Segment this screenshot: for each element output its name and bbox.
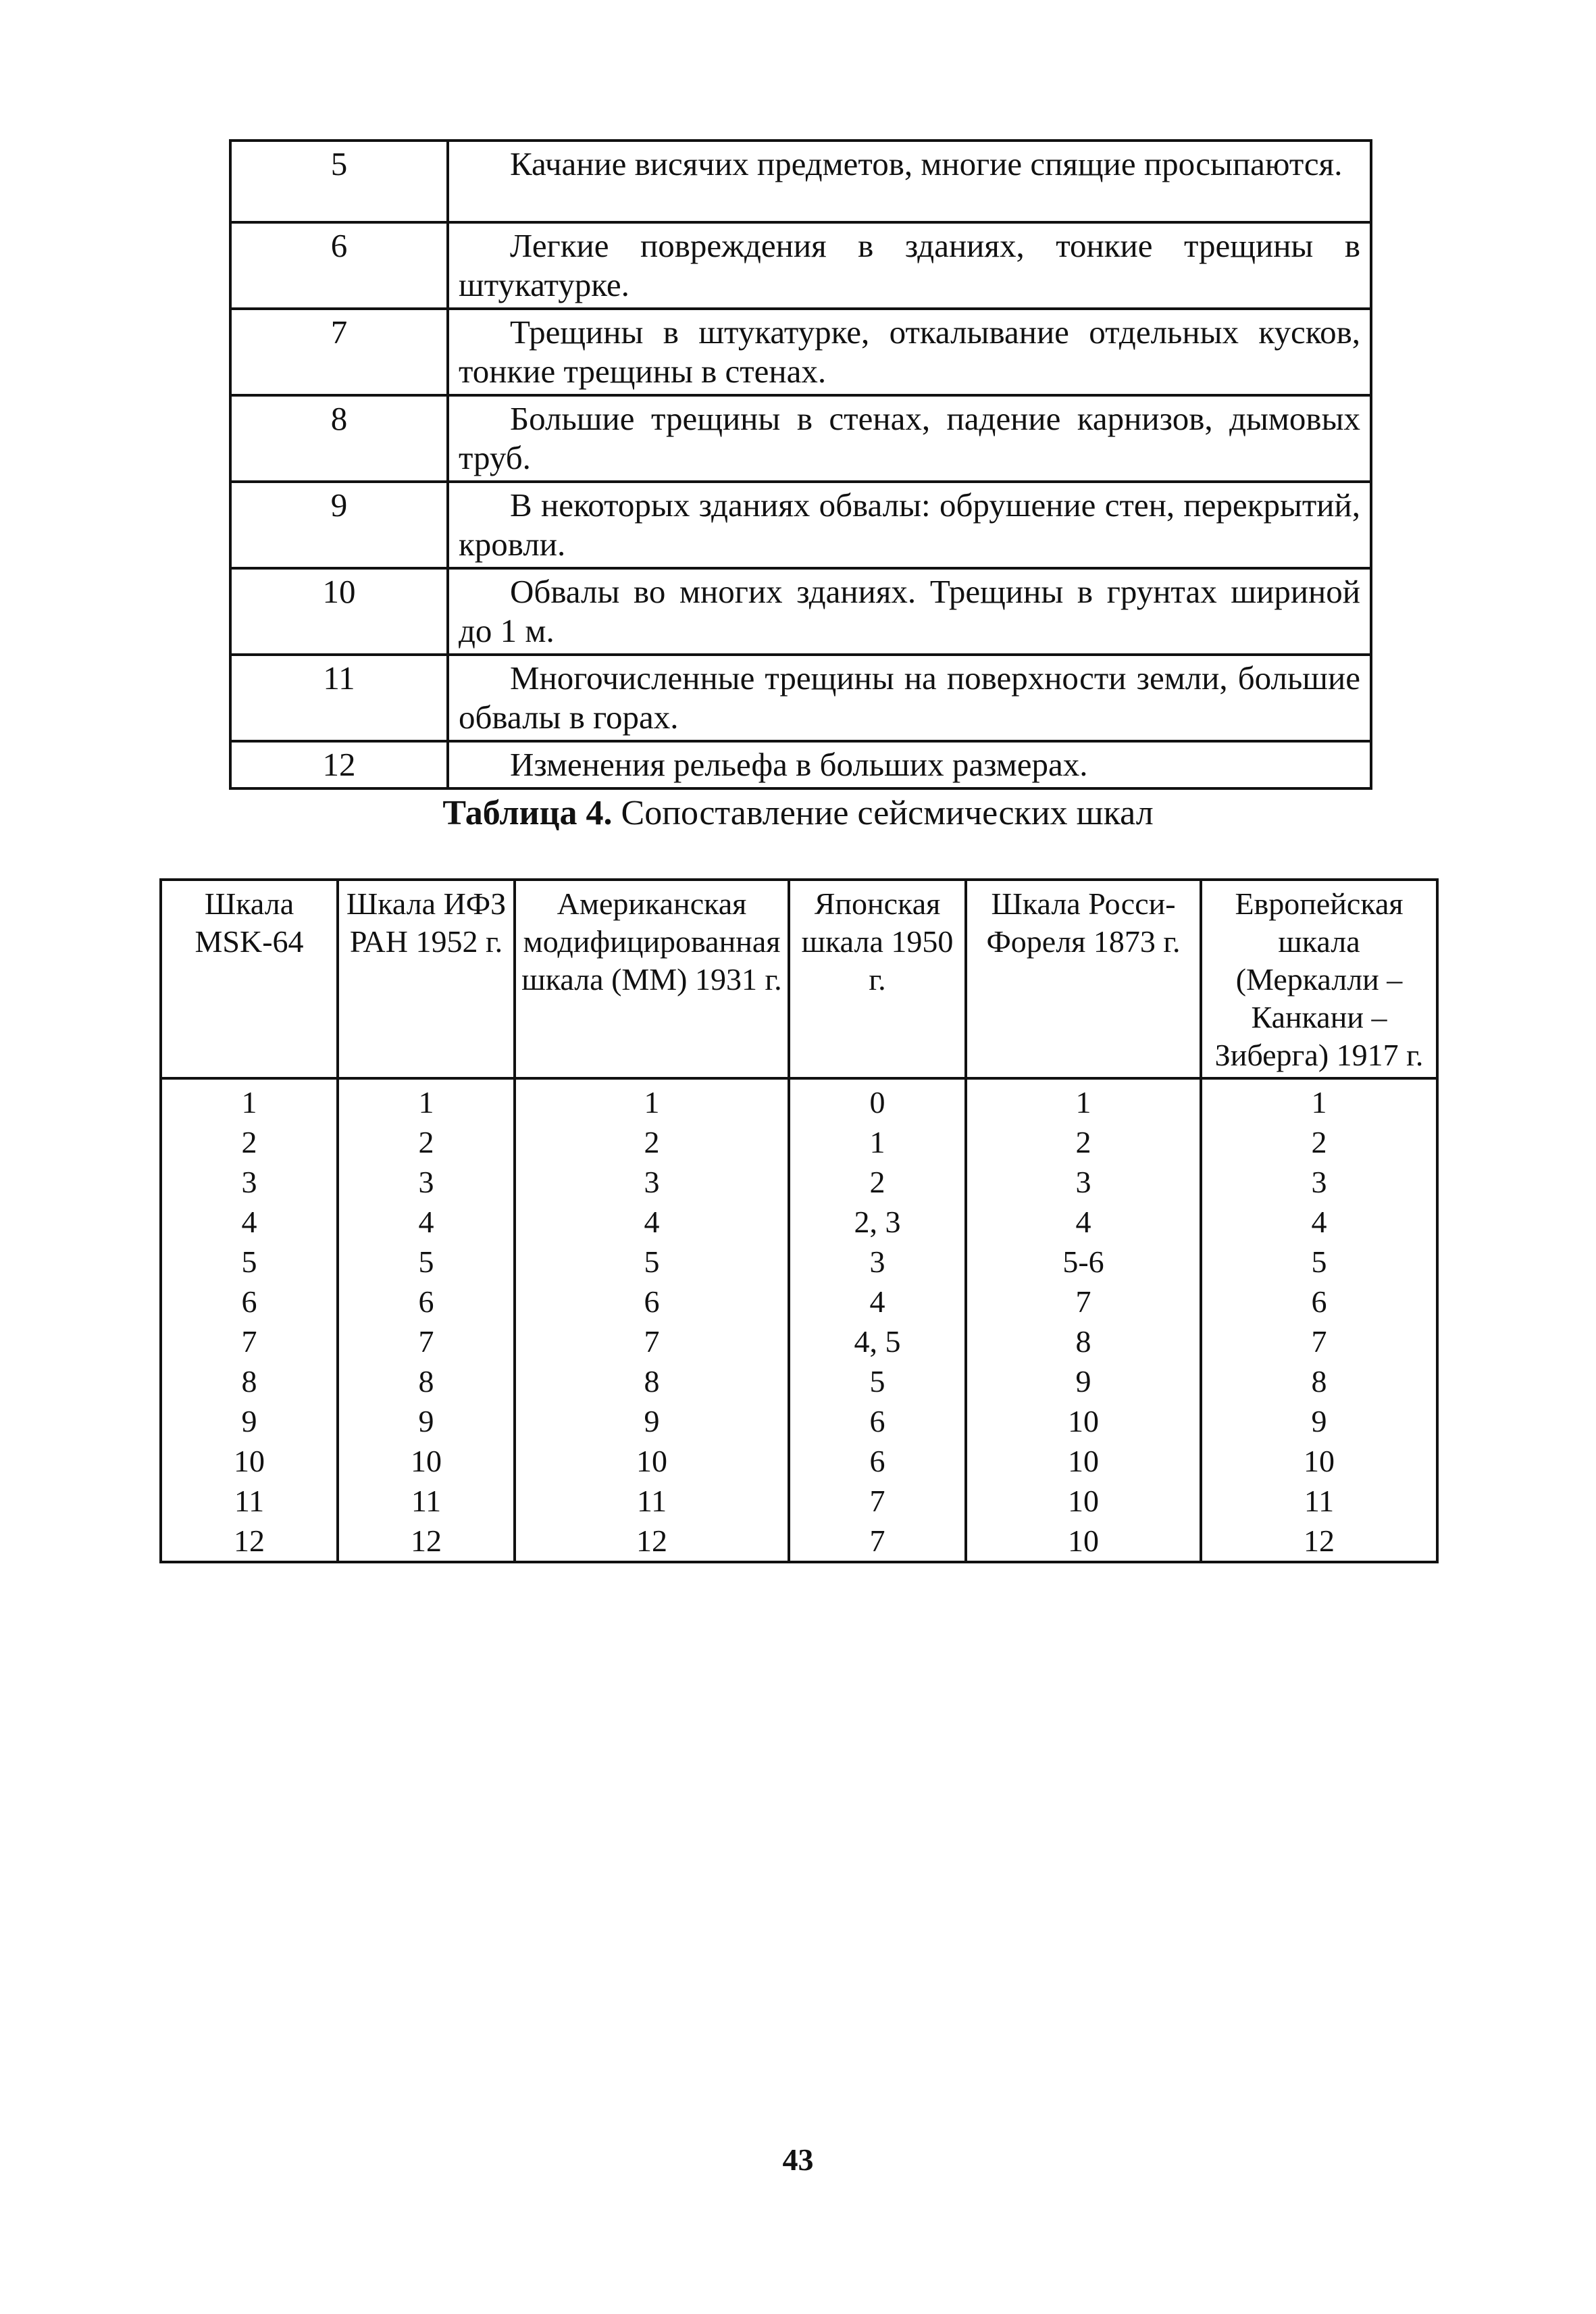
column-header: Европейская шкала (Меркалли – Канкани – Зиберга) 1917 г. [1201, 880, 1437, 1078]
page-number: 43 [782, 2142, 814, 2177]
table-cell: 7 [789, 1481, 966, 1521]
table-cell: 6 [1201, 1282, 1437, 1322]
table-row [161, 1242, 1437, 1282]
table-cell: 7 [1201, 1322, 1437, 1361]
table-cell: 5 [789, 1361, 966, 1401]
table-cell: 11 [161, 1481, 338, 1521]
table-cell: 4, 5 [789, 1322, 966, 1361]
column-header: Японская шкала 1950 г. [789, 880, 966, 1078]
table-cell: 5 [1201, 1242, 1437, 1282]
table-cell: 1 [515, 1078, 789, 1122]
table-caption-label: Таблица 4. [442, 794, 613, 832]
table-row [161, 1162, 1437, 1202]
intensity-description: Многочисленные трещины на поверхности земли, большие обвалы в горах. [448, 655, 1371, 741]
table-cell: 12 [161, 1521, 338, 1562]
table-header-row [161, 880, 1437, 1078]
table-cell: 5-6 [966, 1242, 1201, 1282]
table-row [161, 1401, 1437, 1441]
table-cell: 2 [161, 1122, 338, 1162]
table-row [230, 309, 1371, 395]
table-cell: 10 [338, 1441, 515, 1481]
table-row [230, 395, 1371, 482]
table-cell: 3 [789, 1242, 966, 1282]
table-cell: 8 [966, 1322, 1201, 1361]
table-cell: 9 [161, 1401, 338, 1441]
table-cell: 4 [966, 1202, 1201, 1242]
table-cell: 12 [338, 1521, 515, 1562]
table-cell: 7 [515, 1322, 789, 1361]
table-row [161, 1078, 1437, 1122]
intensity-description: Трещины в штукатурке, откалывание отдельных кусков, тонкие трещины в стенах. [448, 309, 1371, 395]
table-row [230, 482, 1371, 568]
intensity-description: Легкие повреждения в зданиях, тонкие трещины в штукатурке. [448, 222, 1371, 309]
table-cell: 6 [338, 1282, 515, 1322]
table-cell: 8 [1201, 1361, 1437, 1401]
table-cell: 1 [161, 1078, 338, 1122]
table-cell: 3 [338, 1162, 515, 1202]
table-cell: 2 [515, 1122, 789, 1162]
intensity-point: 8 [230, 395, 448, 482]
table-row [161, 1361, 1437, 1401]
table-row [161, 1521, 1437, 1562]
table-cell: 11 [338, 1481, 515, 1521]
table-cell: 4 [789, 1282, 966, 1322]
table-row [161, 1282, 1437, 1322]
intensity-description: Изменения рельефа в больших размерах. [448, 741, 1371, 788]
table-caption [0, 792, 1596, 835]
column-header: Шкала MSK-64 [161, 880, 338, 1078]
intensity-point: 12 [230, 741, 448, 788]
table-cell: 2 [966, 1122, 1201, 1162]
table-cell: 6 [789, 1441, 966, 1481]
table-cell: 11 [515, 1481, 789, 1521]
table-cell: 2 [1201, 1122, 1437, 1162]
intensity-point: 10 [230, 568, 448, 655]
table-row [161, 1322, 1437, 1361]
column-header: Шкала Росси-Фореля 1873 г. [966, 880, 1201, 1078]
table-cell: 10 [966, 1441, 1201, 1481]
intensity-point: 7 [230, 309, 448, 395]
intensity-point: 11 [230, 655, 448, 741]
intensity-point: 5 [230, 141, 448, 222]
table-cell: 9 [1201, 1401, 1437, 1441]
table-cell: 12 [1201, 1521, 1437, 1562]
table-cell: 9 [515, 1401, 789, 1441]
table-cell: 7 [966, 1282, 1201, 1322]
seismic-scales-comparison-table [159, 878, 1439, 1563]
table-row [230, 655, 1371, 741]
intensity-description: Большие трещины в стенах, падение карнизов, дымовых труб. [448, 395, 1371, 482]
table-cell: 3 [161, 1162, 338, 1202]
table-cell: 1 [789, 1122, 966, 1162]
table-row [161, 1122, 1437, 1162]
table-cell: 4 [161, 1202, 338, 1242]
table-cell: 11 [1201, 1481, 1437, 1521]
table-cell: 8 [161, 1361, 338, 1401]
table-cell: 1 [966, 1078, 1201, 1122]
table-cell: 2 [789, 1162, 966, 1202]
table-cell: 8 [515, 1361, 789, 1401]
table-cell: 10 [966, 1401, 1201, 1441]
table-row [230, 141, 1371, 222]
table-cell: 10 [515, 1441, 789, 1481]
table-cell: 12 [515, 1521, 789, 1562]
table-cell: 10 [966, 1521, 1201, 1562]
table-cell: 6 [789, 1401, 966, 1441]
table-row [230, 222, 1371, 309]
table-cell: 5 [161, 1242, 338, 1282]
intensity-description-table [229, 139, 1372, 790]
intensity-point: 6 [230, 222, 448, 309]
table-cell: 7 [338, 1322, 515, 1361]
table-cell: 3 [1201, 1162, 1437, 1202]
table-row [230, 741, 1371, 788]
intensity-point: 9 [230, 482, 448, 568]
table-cell: 5 [338, 1242, 515, 1282]
table-cell: 10 [966, 1481, 1201, 1521]
table-cell: 10 [1201, 1441, 1437, 1481]
table-cell: 3 [515, 1162, 789, 1202]
table-cell: 9 [338, 1401, 515, 1441]
table-cell: 10 [161, 1441, 338, 1481]
intensity-description: В некоторых зданиях обвалы: обрушение стен, перекрытий, кровли. [448, 482, 1371, 568]
table-cell: 4 [1201, 1202, 1437, 1242]
table-cell: 9 [966, 1361, 1201, 1401]
table-cell: 7 [161, 1322, 338, 1361]
table-cell: 8 [338, 1361, 515, 1401]
table-cell: 2, 3 [789, 1202, 966, 1242]
column-header: Американская модифицированная шкала (ММ) 1931 г. [515, 880, 789, 1078]
table-caption-title: Сопоставление сейсмических шкал [621, 794, 1154, 832]
table-cell: 2 [338, 1122, 515, 1162]
table-cell: 5 [515, 1242, 789, 1282]
table-cell: 1 [1201, 1078, 1437, 1122]
table-row [161, 1441, 1437, 1481]
table-cell: 3 [966, 1162, 1201, 1202]
table-cell: 6 [515, 1282, 789, 1322]
table-row [230, 568, 1371, 655]
table-cell: 0 [789, 1078, 966, 1122]
table-cell: 1 [338, 1078, 515, 1122]
table-cell: 7 [789, 1521, 966, 1562]
table-row [161, 1481, 1437, 1521]
table-row [161, 1202, 1437, 1242]
intensity-description: Обвалы во многих зданиях. Трещины в грунтах шириной до 1 м. [448, 568, 1371, 655]
table-cell: 6 [161, 1282, 338, 1322]
table-cell: 4 [338, 1202, 515, 1242]
table-cell: 4 [515, 1202, 789, 1242]
intensity-description: Качание висячих предметов, многие спящие просыпаются. [448, 141, 1371, 222]
column-header: Шкала ИФЗ РАН 1952 г. [338, 880, 515, 1078]
